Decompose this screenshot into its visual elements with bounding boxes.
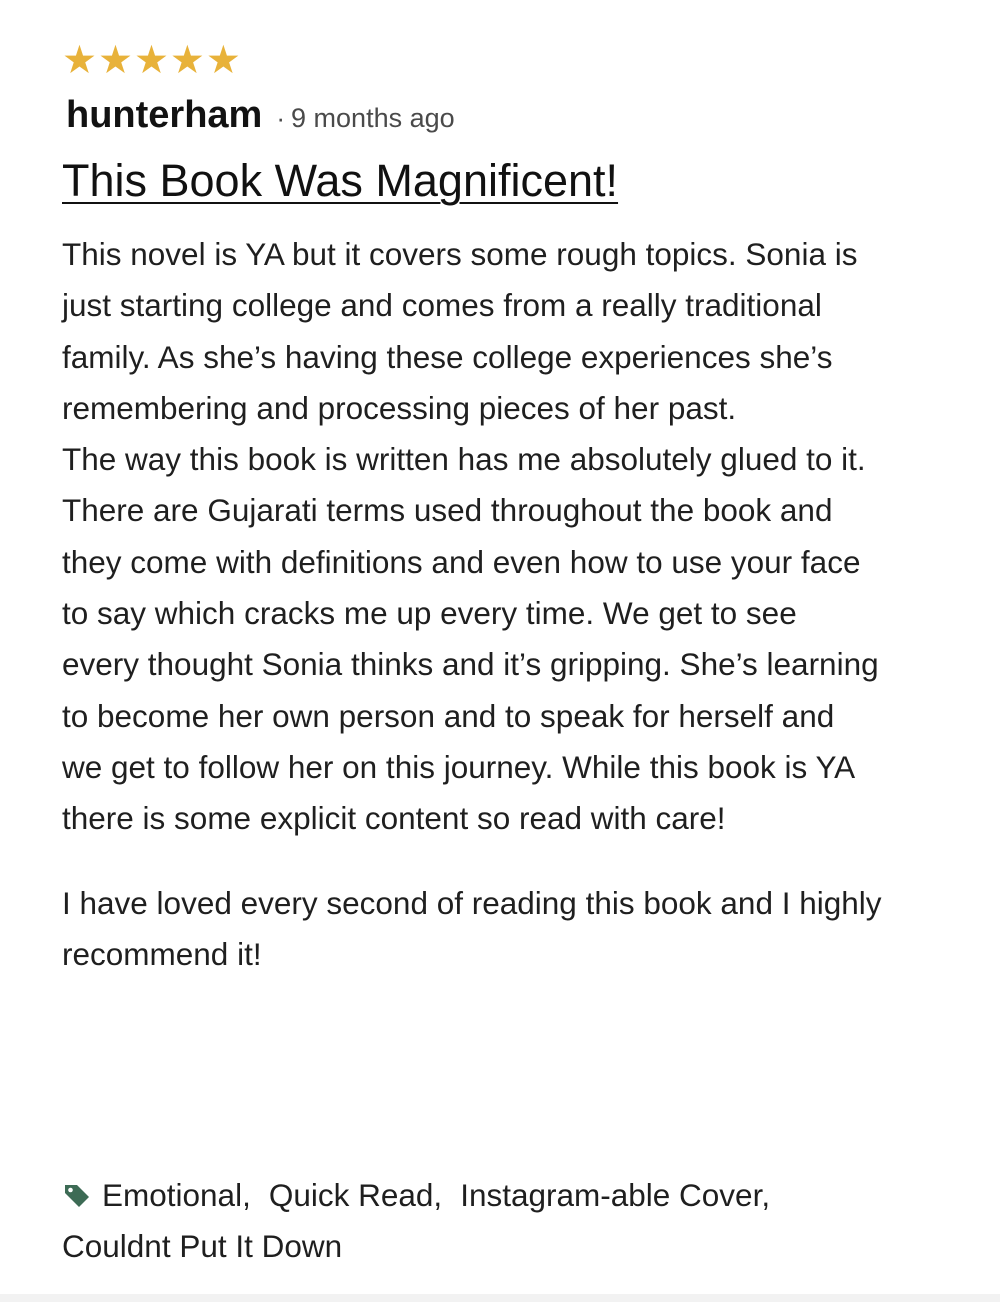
star-icon: ★: [133, 37, 169, 83]
review-paragraph: The way this book is written has me absolutely glued to it. There are Gujarati terms used throughout the book and they come with definitions and even how to use your face to say which cracks me up every time. We get to see every thought Sonia thinks and it’s gripping. She’s learning to become her own person and to speak for herself and we get to follow her on this journey. While this book is YA there is some explicit content so read with care!: [62, 441, 879, 837]
tag-delimiter: ,: [433, 1177, 443, 1213]
review-paragraph: This novel is YA but it covers some rough topics. Sonia is just starting college and comes from a really traditional family. As she’s having these college experiences she’s remembering and processing pieces of her past.: [62, 236, 858, 426]
star-icon: ★: [62, 37, 97, 83]
star-icon: ★: [169, 37, 205, 83]
star-icon: ★: [97, 37, 133, 83]
meta-separator: ·: [276, 103, 286, 133]
star-rating: [62, 38, 882, 82]
reviewer-username[interactable]: hunterham: [66, 94, 263, 136]
tag-quick-read[interactable]: Quick Read: [268, 1177, 434, 1213]
tag-icon: [62, 1173, 92, 1201]
tag-delimiter: ,: [761, 1177, 771, 1213]
review-title[interactable]: This Book Was Magnificent!: [62, 155, 619, 206]
review-card: [62, 38, 882, 980]
tag-couldnt-put-it-down[interactable]: Couldnt Put It Down: [62, 1228, 343, 1265]
review-timestamp: 9 months ago: [291, 103, 455, 133]
review-paragraph: I have loved every second of reading this book and I highly recommend it!: [62, 884, 882, 972]
tag-delimiter: ,: [242, 1177, 251, 1213]
tag-instagram-able-cover[interactable]: Instagram-able Cover: [460, 1177, 762, 1213]
review-tags: [62, 1170, 882, 1273]
tag-emotional[interactable]: Emotional: [102, 1177, 243, 1213]
review-body: [62, 229, 882, 980]
review-meta: [62, 94, 882, 137]
bottom-divider: [0, 1294, 1000, 1302]
star-icon: ★: [205, 37, 241, 83]
